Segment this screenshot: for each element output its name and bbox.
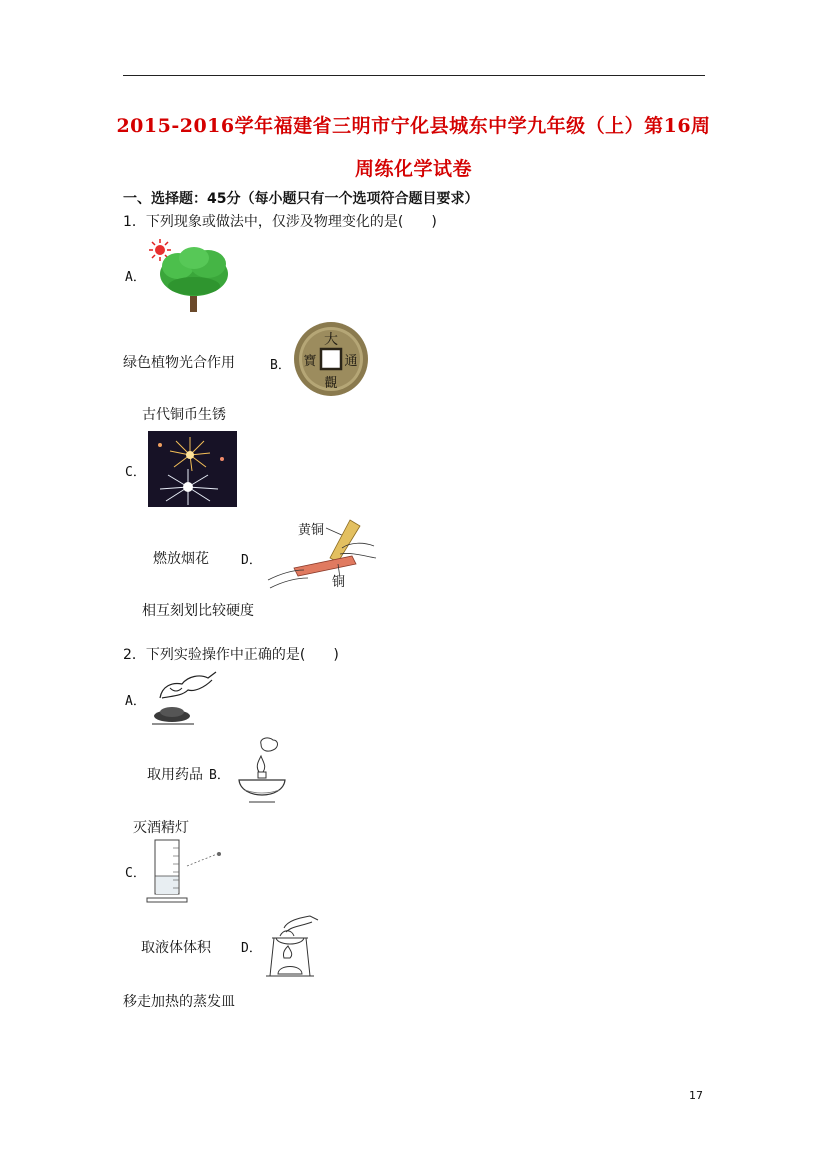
q1-option-a-caption: 绿色植物光合作用 xyxy=(123,355,235,371)
q1-option-c-letter: C． xyxy=(125,465,146,480)
q1-option-d-caption: 相互刻划比较硬度 xyxy=(142,603,254,619)
q2-option-c-letter: C． xyxy=(125,866,146,881)
q2-option-b-caption: 灭酒精灯 xyxy=(133,820,189,836)
tree-sun-image xyxy=(148,238,238,314)
q2-option-d-letter: D． xyxy=(241,941,262,956)
coin-char-bottom: 觀 xyxy=(324,376,338,391)
q2-option-a-caption: 取用药品 xyxy=(147,767,203,783)
section-heading: 一、选择题：45分（每小题只有一个选项符合题目要求） xyxy=(123,191,479,207)
graduated-cylinder-image xyxy=(147,836,227,906)
label-copper: 铜 xyxy=(332,575,346,590)
header-rule xyxy=(123,75,705,76)
page-title-line1: 2015-2016学年福建省三明市宁化县城东中学九年级（上）第16周 xyxy=(116,115,711,137)
coin-char-right: 通 xyxy=(344,354,358,369)
q2-option-a-letter: A． xyxy=(125,694,146,709)
label-brass: 黄铜 xyxy=(298,523,325,538)
page-title-line2: 周练化学试卷 xyxy=(354,158,472,180)
alcohol-lamp-image xyxy=(235,736,289,810)
q1-option-d-letter: D． xyxy=(241,553,262,568)
q1-option-c-caption: 燃放烟花 xyxy=(153,551,209,567)
q2-option-b-letter: B． xyxy=(209,768,230,783)
page-number: 17 xyxy=(689,1089,703,1102)
q2-stem: 2．下列实验操作中正确的是( ) xyxy=(123,647,339,663)
q1-option-a-letter: A． xyxy=(125,270,146,285)
coin-char-top: 大 xyxy=(324,332,338,348)
q1-option-b-caption: 古代铜币生锈 xyxy=(142,407,226,423)
coin-image xyxy=(293,320,369,398)
q2-option-c-caption: 取液体体积 xyxy=(141,940,211,956)
scratch-test-image xyxy=(264,516,382,592)
evaporating-dish-image xyxy=(262,914,322,980)
coin-char-left: 寶 xyxy=(303,354,317,369)
q2-option-d-caption: 移走加热的蒸发皿 xyxy=(123,994,235,1010)
q1-stem: 1．下列现象或做法中，仅涉及物理变化的是( ) xyxy=(123,214,437,230)
fireworks-image xyxy=(148,431,237,507)
hand-taking-chemical-image xyxy=(148,666,220,728)
q1-option-b-letter: B． xyxy=(270,358,291,373)
